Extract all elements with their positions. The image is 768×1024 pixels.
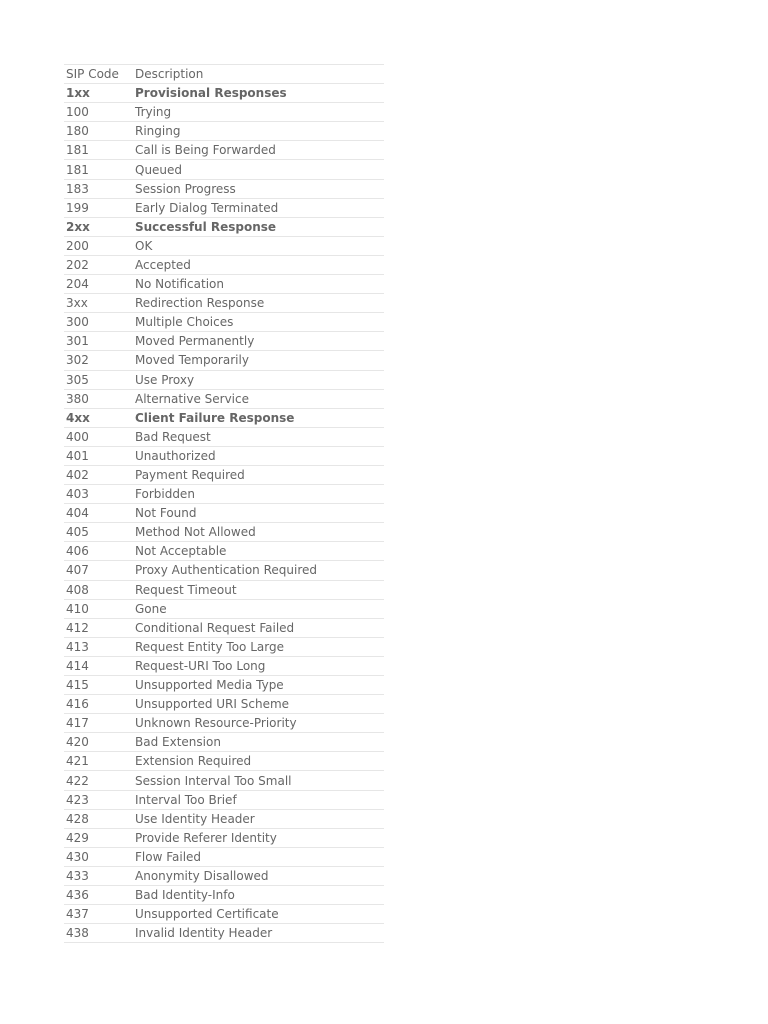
sip-code-cell: 412 <box>66 620 89 635</box>
sip-code-cell: 410 <box>66 601 89 616</box>
table-row <box>64 847 384 866</box>
sip-code-cell: 416 <box>66 697 89 712</box>
table-group-row <box>64 84 384 103</box>
table-row <box>64 599 384 618</box>
sip-code-cell: 423 <box>66 792 89 807</box>
sip-code-cell: 436 <box>66 888 89 903</box>
table-row <box>64 351 384 370</box>
sip-code-cell: 403 <box>66 487 89 502</box>
table-row <box>64 924 384 943</box>
table-row <box>64 485 384 504</box>
table-row <box>64 695 384 714</box>
sip-code-cell: 305 <box>66 372 89 387</box>
sip-code-cell: 428 <box>66 811 89 826</box>
description-cell: Bad Extension <box>135 735 221 750</box>
table-row <box>64 275 384 294</box>
table-row <box>64 637 384 656</box>
table-row <box>64 886 384 905</box>
sip-code-cell: 429 <box>66 830 89 845</box>
description-cell: Request Entity Too Large <box>135 639 284 654</box>
sip-code-cell: 202 <box>66 257 89 272</box>
description-cell: Trying <box>135 105 172 120</box>
table-row <box>64 771 384 790</box>
sip-code-cell: 414 <box>66 658 89 673</box>
description-cell: Bad Identity-Info <box>135 888 235 903</box>
description-cell: Moved Temporarily <box>135 353 249 368</box>
table-row <box>64 198 384 217</box>
table-row <box>64 752 384 771</box>
description-cell: Redirection Response <box>135 296 265 311</box>
sip-code-cell: 2xx <box>66 219 90 234</box>
description-cell: Accepted <box>135 257 191 272</box>
sip-code-cell: 180 <box>66 124 89 139</box>
sip-code-cell: 3xx <box>66 296 88 311</box>
sip-code-cell: 302 <box>66 353 89 368</box>
description-cell: Provide Referer Identity <box>135 830 277 845</box>
description-cell: Session Progress <box>135 181 236 196</box>
table-row <box>64 733 384 752</box>
table-row <box>64 905 384 924</box>
description-cell: Moved Permanently <box>135 334 255 349</box>
sip-code-cell: 438 <box>66 926 89 941</box>
column-header-description: Description <box>135 67 204 82</box>
table-header-row <box>64 65 384 84</box>
table-row <box>64 618 384 637</box>
sip-code-cell: 183 <box>66 181 89 196</box>
table-group-row <box>64 408 384 427</box>
column-header-code: SIP Code <box>66 67 119 82</box>
sip-code-cell: 400 <box>66 429 89 444</box>
sip-code-cell: 404 <box>66 506 89 521</box>
description-cell: Multiple Choices <box>135 315 234 330</box>
sip-code-cell: 181 <box>66 143 89 158</box>
sip-code-cell: 420 <box>66 735 89 750</box>
sip-code-cell: 417 <box>66 716 89 731</box>
sip-code-cell: 421 <box>66 754 89 769</box>
description-cell: Request Timeout <box>135 582 237 597</box>
description-cell: Unsupported URI Scheme <box>135 697 290 712</box>
sip-code-cell: 181 <box>66 162 89 177</box>
sip-code-cell: 402 <box>66 468 89 483</box>
description-cell: Use Identity Header <box>135 811 255 826</box>
sip-code-table-body <box>64 65 384 943</box>
description-cell: Proxy Authentication Required <box>135 563 317 578</box>
sip-code-cell: 406 <box>66 544 89 559</box>
description-cell: Successful Response <box>135 219 277 234</box>
sip-code-cell: 415 <box>66 678 89 693</box>
table-row <box>64 656 384 675</box>
table-row <box>64 714 384 733</box>
sip-code-cell: 100 <box>66 105 89 120</box>
table-row <box>64 446 384 465</box>
description-cell: Request-URI Too Long <box>135 658 266 673</box>
table-row <box>64 427 384 446</box>
sip-code-cell: 199 <box>66 200 89 215</box>
description-cell: Method Not Allowed <box>135 525 256 540</box>
description-cell: Gone <box>135 601 167 616</box>
table-row <box>64 160 384 179</box>
table-row <box>64 332 384 351</box>
description-cell: Alternative Service <box>135 391 249 406</box>
sip-code-cell: 413 <box>66 639 89 654</box>
description-cell: Not Acceptable <box>135 544 227 559</box>
description-cell: Not Found <box>135 506 197 521</box>
table-row <box>64 179 384 198</box>
sip-code-cell: 407 <box>66 563 89 578</box>
table-row <box>64 580 384 599</box>
description-cell: Session Interval Too Small <box>135 773 292 788</box>
table-row <box>64 809 384 828</box>
table-row <box>64 504 384 523</box>
sip-code-cell: 1xx <box>66 86 90 101</box>
description-cell: Bad Request <box>135 429 211 444</box>
description-cell: Extension Required <box>135 754 252 769</box>
table-row <box>64 370 384 389</box>
description-cell: Invalid Identity Header <box>135 926 273 941</box>
sip-code-cell: 200 <box>66 238 89 253</box>
table-row <box>64 465 384 484</box>
sip-code-cell: 430 <box>66 849 89 864</box>
table-row <box>64 103 384 122</box>
sip-code-cell: 300 <box>66 315 89 330</box>
description-cell: Flow Failed <box>135 849 202 864</box>
description-cell: Interval Too Brief <box>135 792 237 807</box>
table-row <box>64 676 384 695</box>
table-row <box>64 255 384 274</box>
description-cell: OK <box>135 238 153 253</box>
table-row <box>64 141 384 160</box>
description-cell: Client Failure Response <box>135 410 295 425</box>
sip-code-cell: 405 <box>66 525 89 540</box>
description-cell: No Notification <box>135 277 224 292</box>
table-group-row <box>64 217 384 236</box>
table-row <box>64 389 384 408</box>
sip-code-cell: 433 <box>66 868 89 883</box>
description-cell: Call is Being Forwarded <box>135 143 276 158</box>
sip-code-cell: 437 <box>66 907 89 922</box>
description-cell: Unknown Resource-Priority <box>135 716 297 731</box>
table-row <box>64 236 384 255</box>
description-cell: Provisional Responses <box>135 86 287 101</box>
description-cell: Unsupported Certificate <box>135 907 279 922</box>
sip-code-cell: 4xx <box>66 410 90 425</box>
sip-code-cell: 401 <box>66 448 89 463</box>
table-row <box>64 790 384 809</box>
description-cell: Ringing <box>135 124 181 139</box>
sip-code-cell: 204 <box>66 277 89 292</box>
table-row <box>64 294 384 313</box>
table-row <box>64 542 384 561</box>
description-cell: Payment Required <box>135 468 245 483</box>
sip-code-cell: 408 <box>66 582 89 597</box>
table-row <box>64 313 384 332</box>
description-cell: Forbidden <box>135 487 195 502</box>
description-cell: Use Proxy <box>135 372 195 387</box>
table-row <box>64 828 384 847</box>
table-row <box>64 122 384 141</box>
description-cell: Unauthorized <box>135 448 216 463</box>
table-row <box>64 866 384 885</box>
sip-code-table <box>64 64 384 943</box>
description-cell: Conditional Request Failed <box>135 620 295 635</box>
sip-code-cell: 380 <box>66 391 89 406</box>
description-cell: Anonymity Disallowed <box>135 868 269 883</box>
table-row <box>64 523 384 542</box>
sip-code-cell: 301 <box>66 334 89 349</box>
description-cell: Early Dialog Terminated <box>135 200 279 215</box>
description-cell: Queued <box>135 162 183 177</box>
description-cell: Unsupported Media Type <box>135 678 284 693</box>
table-row <box>64 561 384 580</box>
sip-code-cell: 422 <box>66 773 89 788</box>
